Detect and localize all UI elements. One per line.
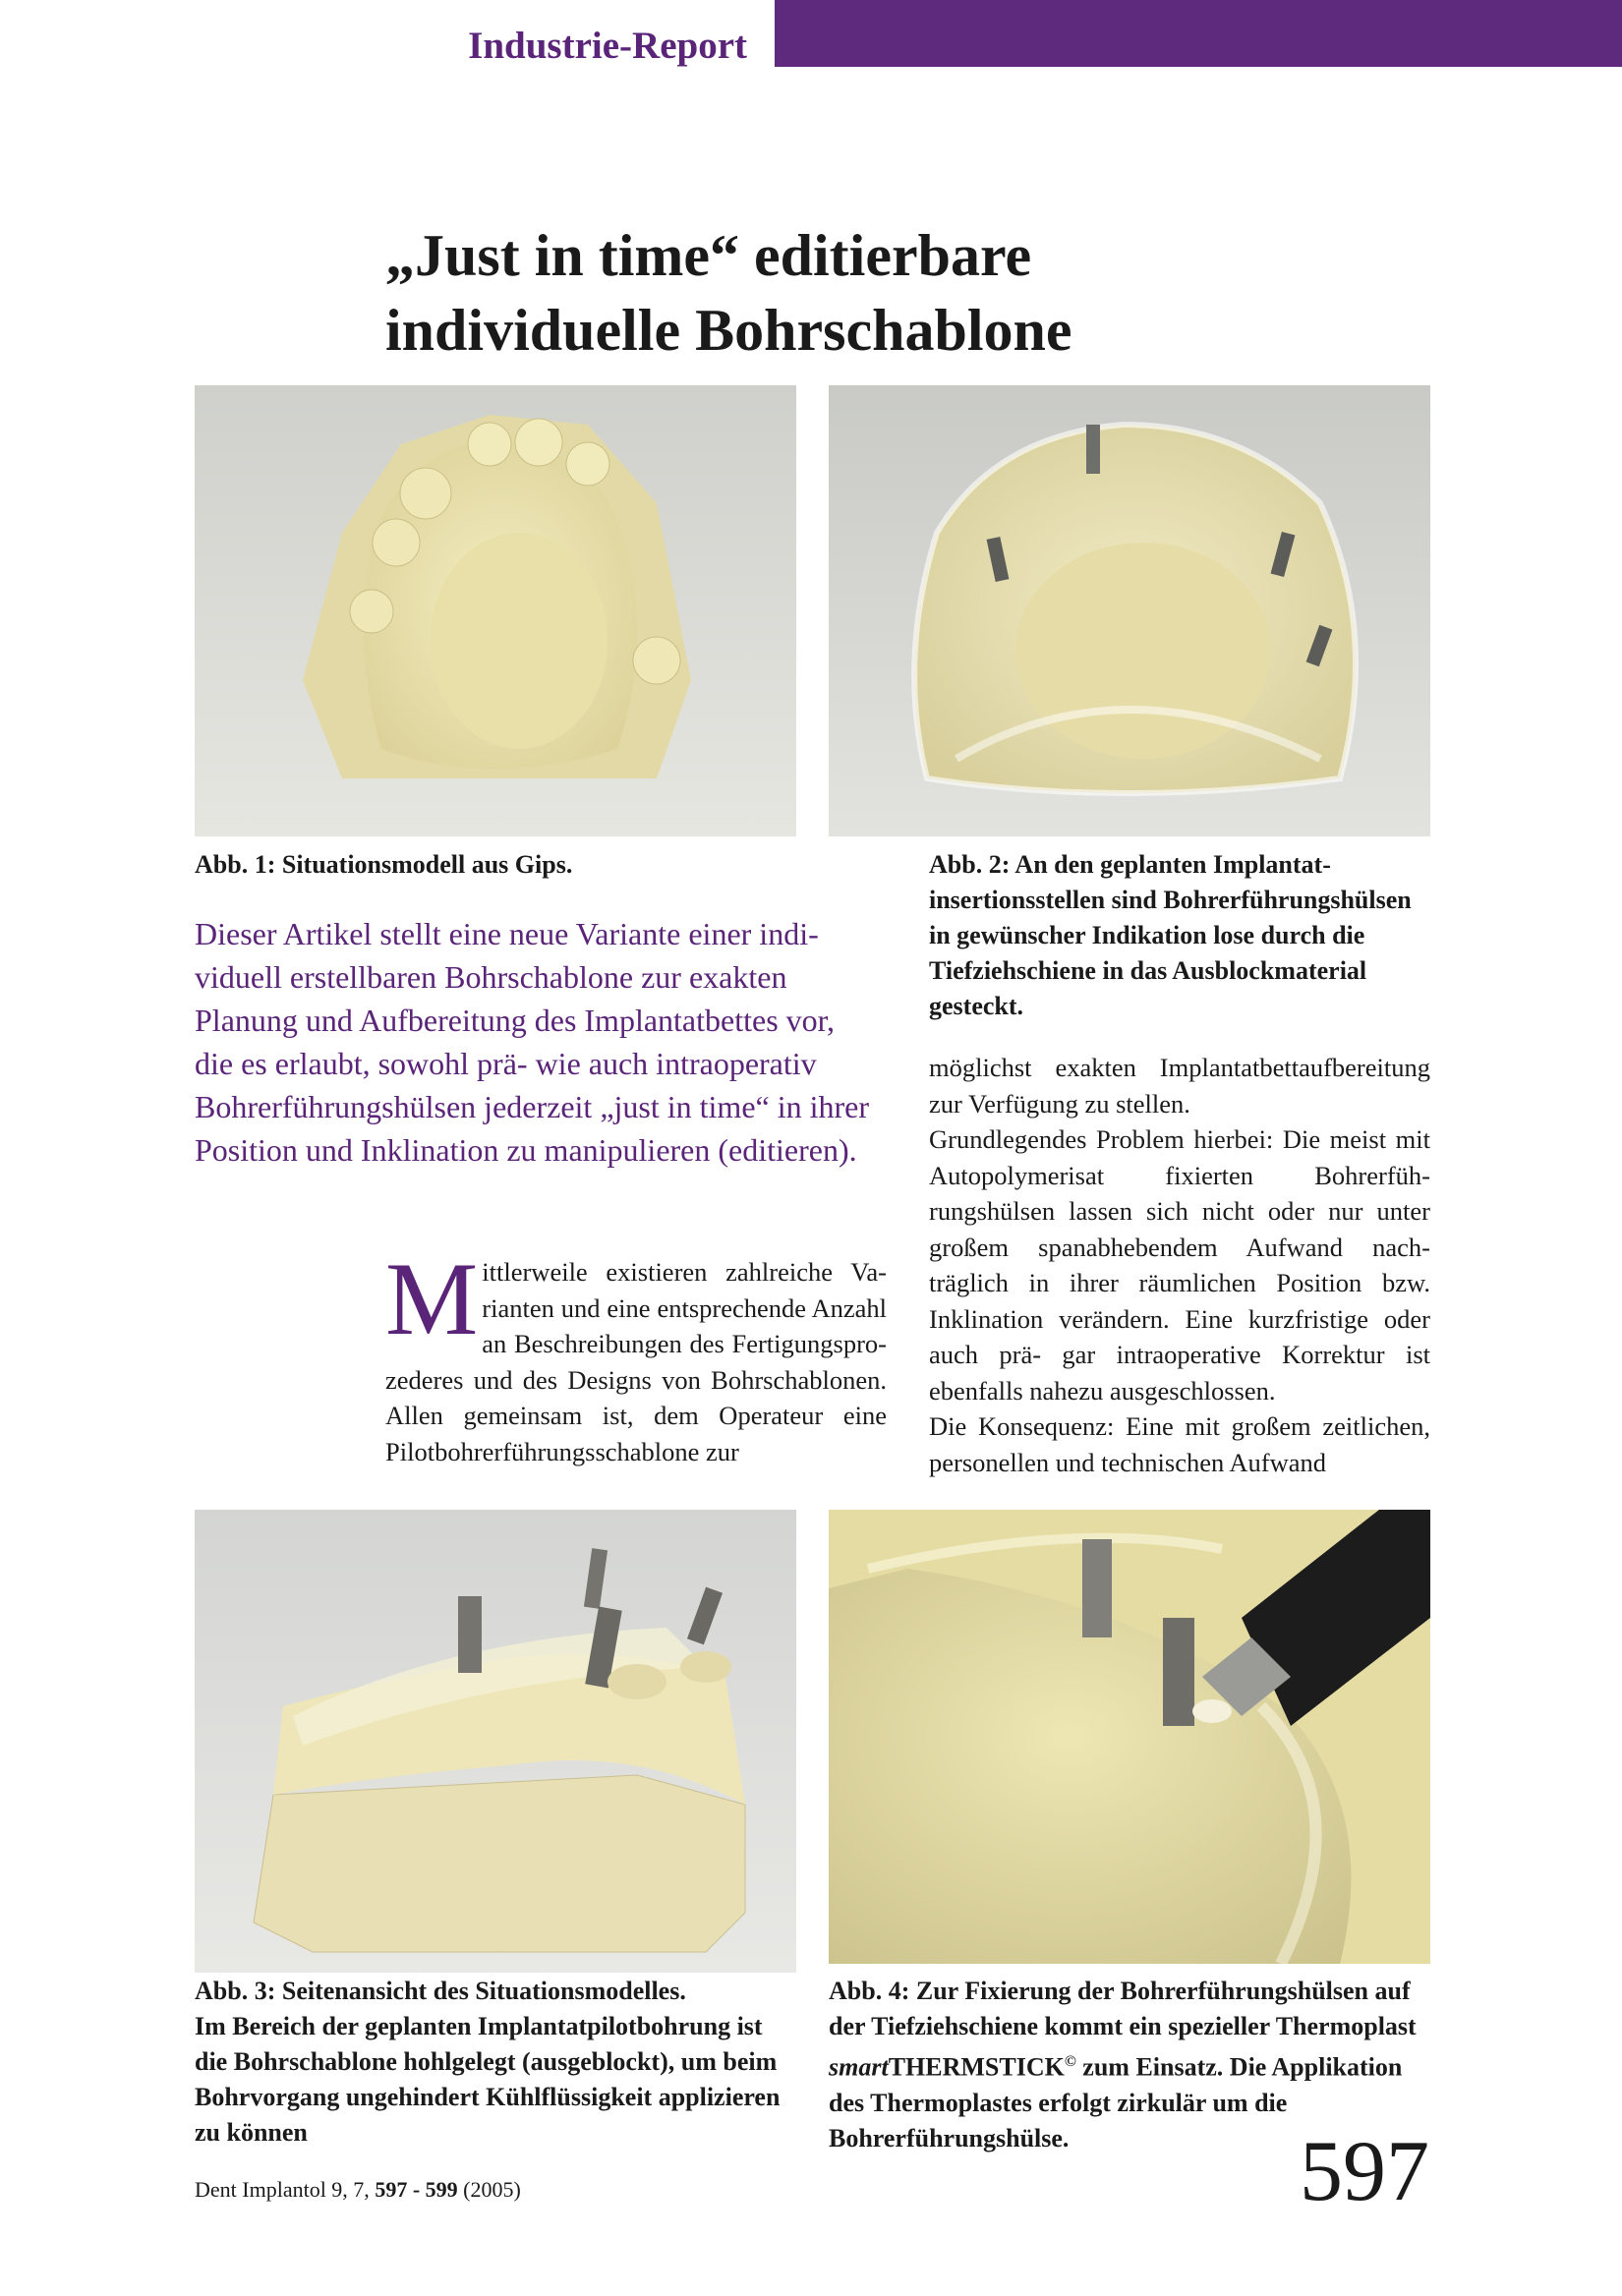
figure-3-caption	[195, 1974, 796, 2151]
lead-paragraph: Dieser Artikel stellt eine neue Variante einer individuell erstellbaren Bohrschablone zur exakten Planung und Aufbereitung des Implantatbettes vor, die es erlaubt, sowohl prä- wie auch intraoperativ Bohrerführungshülsen jederzeit „just in time“ in ihrer Position und Inklination zu manipulieren (editieren).	[195, 916, 870, 1168]
title-line-1: „Just in time“ editierbare	[385, 223, 1032, 288]
figure-1-photo	[195, 385, 796, 836]
publication-year: (2005)	[457, 2177, 521, 2202]
copyright-mark: ©	[1064, 2053, 1076, 2070]
journal-name: Dent Implantol 9, 7,	[195, 2177, 376, 2202]
plaster-model-top-view-image	[195, 385, 796, 836]
figure-1-caption: Abb. 1: Situationsmodell aus Gips.	[195, 850, 573, 879]
figure-4-caption-part-a: Abb. 4: Zur Fixierung der Bohrerführungshülsen auf der Tiefziehschiene kommt ein spezieller Thermoplast	[829, 1977, 1417, 2040]
model-side-view-image	[195, 1510, 796, 1973]
page-number: 597	[1300, 2124, 1429, 2219]
article-title	[385, 218, 1467, 368]
section-label: Industrie-Report	[468, 25, 747, 67]
figure-2-photo	[829, 385, 1430, 836]
body-column-1	[385, 1241, 887, 1469]
page-range: 597 - 599	[375, 2177, 458, 2202]
thermoplast-application-image	[829, 1510, 1430, 1964]
body-paragraph-2: Grundlegendes Problem hierbei: Die meist mit Autopolymerisat fixierten Bohrerführungshülsen lassen sich nicht oder nur unter großem spanabhebendem Aufwand nachträglich in ihrer räumlichen Position bzw. Inklination verändern. Eine kurzfristige oder auch prä- gar intraoperative Korrektur ist ebenfalls nahezu ausgeschlossen.	[929, 1124, 1430, 1406]
header-bar	[775, 0, 1622, 67]
figure-4-photo	[829, 1510, 1430, 1964]
body-paragraph-1: möglichst exakten Implantatbettaufbereitung zur Verfügung zu stellen.	[929, 1053, 1430, 1119]
body-paragraph-3: Die Konsequenz: Eine mit großem zeitlichen, personellen und technischen Aufwand	[929, 1411, 1430, 1477]
figure-2-caption: Abb. 2: An den geplanten Implantatinsertionsstellen sind Bohrerführungshülsen in gewünscher Indikation lose durch die Tiefziehschiene in das Ausblockmaterial gesteckt.	[929, 850, 1412, 1020]
figure-4-caption-part-b: THERMSTICK	[888, 2052, 1065, 2082]
model-with-guide-sleeves-image	[829, 385, 1430, 836]
body-column-1-text: ittlerweile existieren zahlreiche Varianten und eine entsprechende Anzahl an Beschreibungen des Fertigungsprozederes und des Designs von Bohrschablonen. Allen gemeinsam ist, dem Operateur eine Pilotbohrerführungsschablone zur	[385, 1257, 887, 1466]
figure-3-caption-line-2: Im Bereich der geplanten Implantatpilotbohrung ist die Bohrschablone hohlgelegt (ausgeblockt), um beim Bohrvorgang ungehindert Kühlflüssigkeit applizieren zu können	[195, 2012, 781, 2147]
figure-4-caption-part-c: zum Einsatz. Die Applikation des Thermoplastes erfolgt zirkulär um die Bohrerführungshülse.	[829, 2052, 1403, 2152]
figure-4-caption-italic: smart	[829, 2052, 889, 2082]
body-column-2	[929, 1050, 1430, 1480]
footer-citation	[195, 2177, 521, 2203]
figure-3-photo	[195, 1510, 796, 1973]
figure-3-caption-line-1: Abb. 3: Seitenansicht des Situationsmodelles.	[195, 1977, 686, 2005]
title-line-2: individuelle Bohrschablone	[385, 298, 1072, 363]
drop-cap: M	[385, 1241, 479, 1356]
